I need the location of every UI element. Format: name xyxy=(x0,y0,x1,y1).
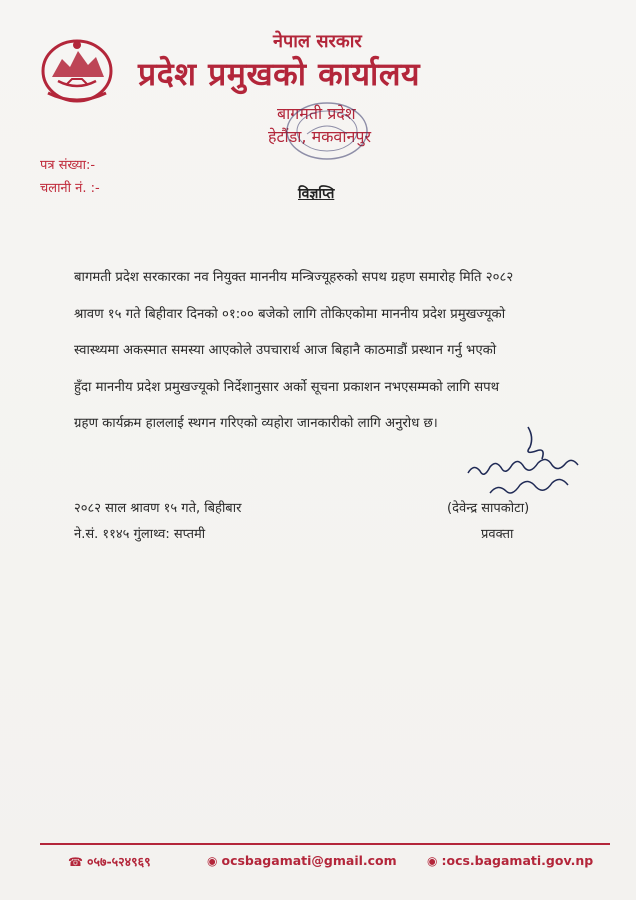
nepal-emblem-icon xyxy=(38,35,116,105)
office-stamp xyxy=(282,98,372,164)
footer-email[interactable] xyxy=(207,853,397,868)
notice-title: विज्ञप्ति xyxy=(298,186,335,202)
office-name: प्रदेश प्रमुखको कार्यालय xyxy=(138,55,421,93)
phone-number: ०५७-५२४९६९ xyxy=(86,854,151,869)
body-line: स्वास्थ्यमा अकस्मात समस्या आएकोले उपचारार्थ आज बिहानै काठमाडौं प्रस्थान गर्नु भएको xyxy=(74,343,497,358)
notice-body xyxy=(74,260,579,443)
date-bs: २०८२ साल श्रावण १५ गते, बिहीबार xyxy=(74,501,242,516)
letter-number-label: पत्र संख्या:- xyxy=(40,158,96,173)
government-name: नेपाल सरकार xyxy=(273,31,362,52)
body-line: बागमती प्रदेश सरकारका नव नियुक्त माननीय मन्त्रिज्यूहरुको सपथ ग्रहण समारोह मिति २०८२ xyxy=(74,270,514,285)
footer-website[interactable] xyxy=(427,853,593,868)
headquarters: हेटौंडा, मकवानपुर xyxy=(268,127,371,146)
body-line: हुँदा माननीय प्रदेश प्रमुखज्यूको निर्देशानुसार अर्को सूचना प्रकाशन नभएसम्मको लागि सपथ xyxy=(74,379,500,395)
signatory-name: (देवेन्द्र सापकोटा) xyxy=(447,501,530,516)
dispatch-number-label: चलानी नं. :- xyxy=(40,181,100,196)
date-nepal-sambat: ने.सं. ११४५ गुंलाथ्व: सप्तमी xyxy=(74,527,206,542)
signatory-role: प्रवक्ता xyxy=(481,527,514,542)
footer-phone xyxy=(68,853,151,870)
footer-divider xyxy=(40,843,610,845)
email-address[interactable]: ocsbagamati@gmail.com xyxy=(221,853,397,868)
body-line: श्रावण १५ गते बिहीवार दिनको ०१:०० बजेको लागि तोकिएकोमा माननीय प्रदेश प्रमुखज्यूको xyxy=(74,306,506,322)
body-line: ग्रहण कार्यक्रम हाललाई स्थगन गरिएको व्यहोरा जानकारीको लागि अनुरोध छ। xyxy=(74,416,438,431)
website-url[interactable]: :ocs.bagamati.gov.np xyxy=(441,853,594,868)
handwritten-signature xyxy=(454,425,584,503)
globe-icon: ◉ xyxy=(427,853,438,868)
phone-icon: ☎ xyxy=(68,854,83,869)
province-name: बागमती प्रदेश xyxy=(277,104,356,123)
at-icon: ◉ xyxy=(207,853,218,868)
